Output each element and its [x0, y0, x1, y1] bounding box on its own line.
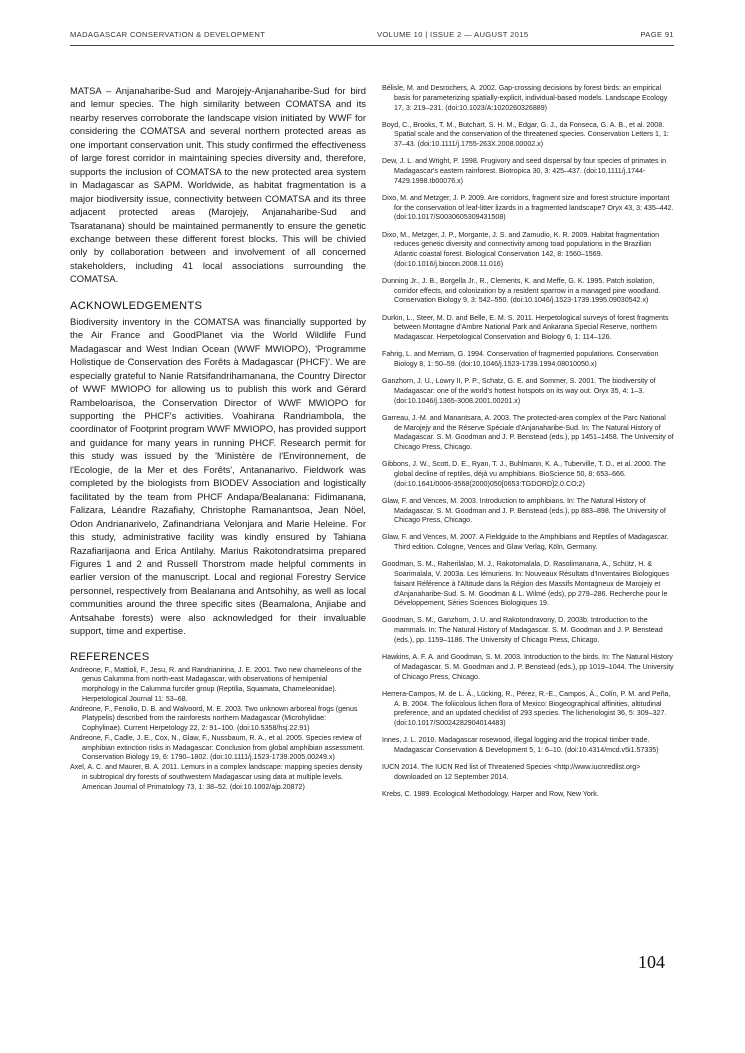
reference-entry: Hawkins, A. F. A. and Goodman, S. M. 2003. Introduction to the birds. In: The Natural History of Madagascar. S. M. Goodman and J. P. Benstead (eds.), pp 1019–1044. The University of Chicago Press, Chicago. — [382, 653, 674, 681]
reference-entry: Goodman, S. M., Raherilalao, M. J., Rakotomalala, D. Rasolimanana, A., Schütz, H. & Soarimalala, V. 2003a. Les lémuriens. In: Nouveaux Résultats d'Inventaires Biologiques faisant Référence à l'Altitude dans la Région des Massifs Montagneux de Marojejy et d'Anjanaharibe-Sud. S. M. Goodman & L. Wilmé (eds), pp 279–286. Recherche pour le Développement, Séries Sciences Biologiques 19. — [382, 560, 670, 608]
reference-entry: IUCN 2014. The IUCN Red list of Threatened Species <http://www.iucnredlist.org> downloaded on 12 September 2014. — [382, 763, 641, 781]
reference-list-left — [70, 666, 366, 793]
running-header — [70, 30, 674, 44]
journal-title: MADAGASCAR CONSERVATION & DEVELOPMENT — [70, 30, 266, 39]
header-page-label: PAGE 91 — [640, 30, 674, 39]
reference-entry: Fahrig, L. and Merriam, G. 1994. Conservation of fragmented populations. Conservation Biology 8, 1: 50–59. (doi:10.1046/j.1523-1739.1994.08010050.x) — [382, 350, 659, 368]
reference-entry: Ganzhorn, J. U., Lowry II, P. P., Schatz, G. E. and Sommer, S. 2001. The biodiversity of Madagascar: one of the world's hottest hotspots on its way out. Oryx 35, 4: 1–3. (doi:10.1046/j.1365-3008.2001.00201.x) — [382, 377, 656, 405]
reference-entry: Bélisle, M. and Desrochers, A. 2002. Gap-crossing decisions by forest birds: an empirical basis for parameterizing spatially-explicit, individual-based models. Landscape Ecology 17, 3: 219–231. (doi:10.1023/A:1020260326889) — [382, 84, 668, 112]
reference-entry: Axel, A. C. and Maurer, B. A. 2011. Lemurs in a complex landscape: mapping species density in subtropical dry forests of southwestern Madagascar using data at multiple levels. American Journal of Primatology 73, 1: 38–52. (doi:10.1002/ajp.20872) — [70, 763, 363, 791]
reference-entry: Glaw, F. and Vences, M. 2007. A Fieldguide to the Amphibians and Reptiles of Madagascar. Third edition. Cologne, Vences and Glaw Verlag, Köln, Germany. — [382, 533, 669, 552]
header-divider — [70, 45, 674, 46]
reference-entry: Innes, J. L. 2010. Madagascar rosewood, illegal logging and the tropical timber trade. Madagascar Conservation & Development 5, 1: 6–10. (doi:10.4314/mcd.v5i1.57335) — [382, 736, 659, 754]
reference-entry: Garreau, J.-M. and Manantsara, A. 2003. The protected-area complex of the Parc National de Marojejy and the Réserve Spéciale d'Anjanaharibe-Sud. In: The Natural History of Madagascar. S. M. Goodman and J. P. Benstead (eds.), pp 1451–1458. The University of Chicago Press, Chicago. — [382, 413, 674, 452]
right-column — [382, 84, 674, 807]
reference-entry: Dixo, M. and Metzger, J. P. 2009. Are corridors, fragment size and forest structure important for the conservation of leaf-litter lizards in a fragmented landscape? Oryx 43, 3: 435–442. (doi:10.1017/S0030605309431508) — [382, 193, 674, 222]
page-number: 104 — [638, 952, 665, 972]
reference-entry: Herrera-Campos, M. de L. Á., Lücking, R., Pérez, R.-E., Campos, Á., Colín, P. M. and Peña, A. B. 2004. The foliicolous lichen flora of Mexico: Biogeographical affinities, altitudinal preference, and an updated checklist of 293 species. The lichenologist 36, 5: 309–327. (doi:10.1017/S0024282904014483) — [382, 689, 671, 727]
acknowledgements-paragraph: Biodiversity inventory in the COMATSA was financially supported by the Air France and GoodPlanet via the World Wildlife Fund Madagascar and West Indian Ocean (WWF MWIOPO), 'Programme Holistique de Conservation des Forêts à Madagascar (PHCF)'. We are especially grateful to Nanie Ratsifandrihamanana, the Country Director of WWF MWIOPO for allowing us to publish this work and Gérard Rambeloarisoa, the Conservation Director of WWF MWIOPO for supporting the PHCF's activities. Voahirana Randriambola, the coordinator of Footprint program WWF MWIOPO, has provided support and guidance for many years in running PHCF. Research permit for this study was issued by the 'Ministère de l'Environnement, de l'Ecologie, de la Mer et des Forêts', Antananarivo. Fieldwork was completed by the biologists from BIODEV Association and logistically facilitated by the team from PHCF Andapa/Bealanana: Fidimanana, Falizara, Léandre Razafiahy, Christophe Ramanantsoa, Jean Nöel, Odon Andrianarivelo, Zafinandriana Velonjara and Marie Heleine. For this study, administrative facility was kindly ensured by Tahiana Razafiarijaona and Erica Antilahy. Marius Rakotondratsima prepared Figures 1 and 2 and Russell Thorstrom made helpful comments in earlier version of the manuscript. Local and regional Forestry Service personnel, respectively from Bealanana and Antsohihy, as well as local communities around the three specific sites (Beamalona, Anjiabe and Antsahabe forests) were also acknowledged for their invaluable support, time and expertise. — [70, 315, 366, 637]
acknowledgements-heading: ACKNOWLEDGEMENTS — [70, 299, 203, 312]
reference-entry: Dunning Jr., J. B., Borgella Jr., R., Clements, K. and Meffe, G. K. 1995. Patch isolation, corridor effects, and colonization by a resident sparrow in a managed pine woodland. Conservation Biology 9, 3: 542–550. (doi:10.1046/j.1523-1739.1995.09030542.x) — [382, 276, 661, 305]
reference-entry: Goodman, S. M., Ganzhorn, J. U. and Rakotondravony, D. 2003b. Introduction to the mammals. In: The Natural History of Madagascar. S. M. Goodman and J. P. Benstead (eds.), pp. 1159–1186. The University of Chicago Press, Chicago. — [382, 616, 663, 644]
references-heading: REFERENCES — [70, 650, 150, 663]
reference-entry: Durkin, L., Steer, M. D. and Belle, E. M. S. 2011. Herpetological surveys of forest fragments between Montagne d'Ambre National Park and Ankarana Special Reserve, northern Madagascar. Herpetological Conservation and Biology 6, 1: 114–126. — [382, 313, 669, 342]
reference-entry: Andreone, F., Cadle, J. E., Cox, N., Glaw, F., Nussbaum, R. A., et al. 2005. Species review of amphibian extinction risks in Madagascar: Conclusion from global amphibian assessment. Conservation Biology 19, 6: 1790–1802. (doi:10.1111/j.1523-1739.2005.00249.x) — [70, 733, 365, 762]
reference-entry: Gibbons, J. W., Scott, D. E., Ryan, T. J., Buhlmann, K. A., Tuberville, T. D., et al. 2000. The global decline of reptiles, déjà vu amphibians. BioScience 50, 8: 653–666. (doi:10.1641/0006-3568(2000)050[0653:TGDORD]2.0.CO;2) — [382, 460, 666, 488]
conclusion-paragraph: MATSA – Anjanaharibe-Sud and Marojejy-Anjanaharibe-Sud for bird and lemur species. The high similarity between COMATSA and its nearby reserves corroborate the landscape vision initiated by WWF for considering the COMATSA and several northern protected areas as one important conservation unit. This study confirmed the effectiveness of large forest corridor in maintaining species diversity and, therefore, supports the inclusion of COMATSA to the new protected area system in Madagascar as SAPM. Worldwide, as habitat fragmentation is a major biodiversity issue, connectivity between COMATSA and its three adjacent protected areas (Marojejy, Anjanaharibe-Sud and Tsaratanana) should be maintained permanently to ensure the genetic exchange between these different forest blocks. This will be chivied only by collaboration between and involvement of all concerned stakeholders, including 41 local associations surrounding the COMATSA. — [70, 85, 366, 285]
reference-entry: Andreone, F., Mattioli, F., Jesu, R. and Randrianirina, J. E. 2001. Two new chameleons of the genus Calumma from north-east Madagascar, with observations of hemipenial morphology in the Calumma furcifer group (Reptilia, Squamata, Chameleonidae). Herpetological Journal 11: 53–68. — [70, 665, 362, 703]
reference-entry: Dixo, M., Metzger, J. P., Morgante, J. S. and Zamudio, K. R. 2009. Habitat fragmentation reduces genetic diversity and connectivity among toad populations in the Brazilian Atlantic coastal forest. Biological Conservation 142, 8: 1560–1569. (doi:10.1016/j.biocon.2008.11.016) — [382, 230, 660, 268]
reference-entry: Boyd, C., Brooks, T. M., Butchart, S. H. M., Edgar, G. J., da Fonseca, G. A. B., et al. 2008. Spatial scale and the conservation of the threatened species. Conservation Letters 1, 1: 37–43. (doi:10.1111/j.1755-263X.2008.00002.x) — [382, 120, 669, 149]
left-column — [70, 84, 366, 792]
issue-info: VOLUME 10 | ISSUE 2 — AUGUST 2015 — [377, 30, 529, 39]
reference-entry: Dew, J. L. and Wright, P. 1998. Frugivory and seed dispersal by four species of primates in Madagascar's eastern rainforest. Biotropica 30, 3: 425–437. (doi:10.1111/j.1744-7429.1998.tb00076.x) — [382, 157, 667, 185]
reference-entry: Glaw, F. and Vences, M. 2003. Introduction to amphibians. In: The Natural History of Madagascar. S. M. Goodman and J. P. Benstead (eds.), pp 883–898. The University of Chicago Press, Chicago. — [382, 496, 666, 525]
reference-entry: Andreone, F., Fenolio, D. B. and Walvoord, M. E. 2003. Two unknown arboreal frogs (genus Platypelis) described from the rainforests northern Madagascar (Microhylidae: Cophylinae). Current Herpetology 22, 2: 91–100. (doi:10.5358/hsj.22.91) — [70, 704, 358, 733]
reference-entry: Krebs, C. 1989. Ecological Methodology. Harper and Row, New York. — [382, 789, 599, 798]
